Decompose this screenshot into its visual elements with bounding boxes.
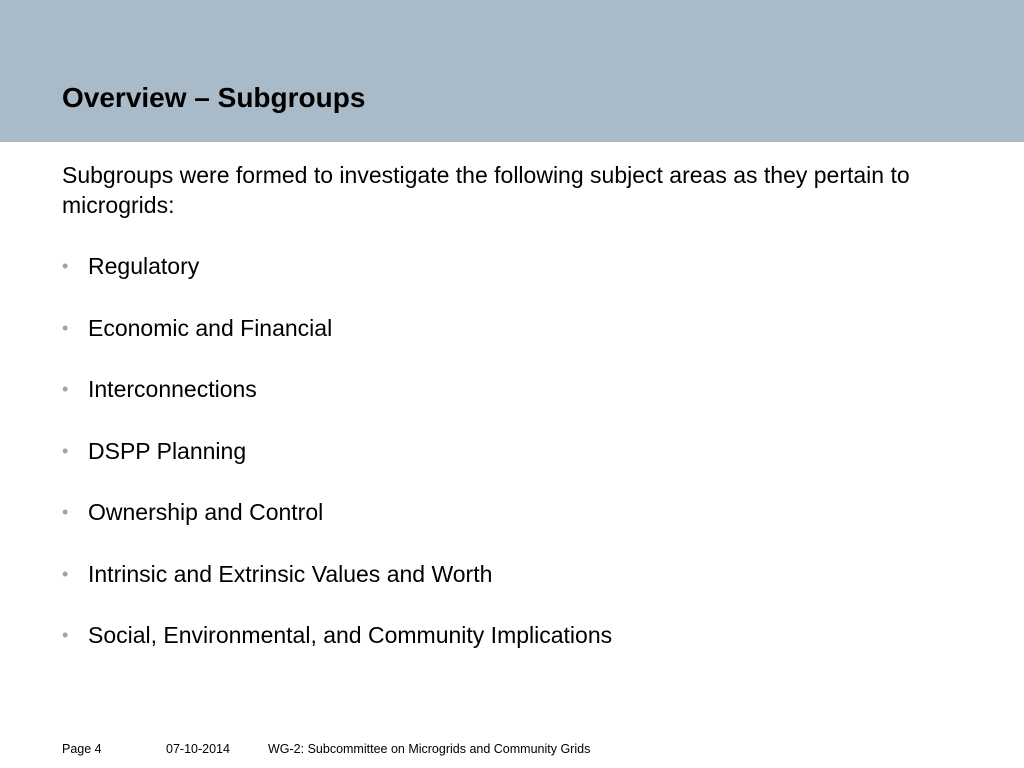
- list-item-label: Intrinsic and Extrinsic Values and Worth: [88, 560, 493, 587]
- bullet-icon: •: [62, 256, 69, 276]
- list-item-label: Social, Environmental, and Community Implications: [88, 622, 613, 648]
- list-item-label: Interconnections: [88, 376, 257, 402]
- slide-title: Overview – Subgroups: [62, 82, 366, 113]
- bullet-icon: •: [62, 317, 69, 338]
- footer-organization: WG-2: Subcommittee on Microgrids and Community Grids: [268, 742, 591, 756]
- list-item-label: Economic and Financial: [88, 314, 333, 341]
- header-band: [0, 0, 1024, 142]
- list-item-label: Ownership and Control: [88, 499, 324, 525]
- intro-paragraph: Subgroups were formed to investigate the following subject areas as they pertain to microgrids:: [62, 162, 910, 218]
- bullet-icon: •: [62, 440, 69, 461]
- footer-page-number: Page 4: [62, 742, 102, 756]
- list-item-label: DSPP Planning: [88, 437, 247, 464]
- bullet-icon: •: [62, 563, 69, 584]
- bullet-icon: •: [62, 625, 69, 645]
- list-item-label: Regulatory: [88, 253, 200, 279]
- bullet-icon: •: [62, 379, 69, 399]
- footer-date: 07-10-2014: [166, 742, 230, 756]
- bullet-icon: •: [62, 502, 69, 522]
